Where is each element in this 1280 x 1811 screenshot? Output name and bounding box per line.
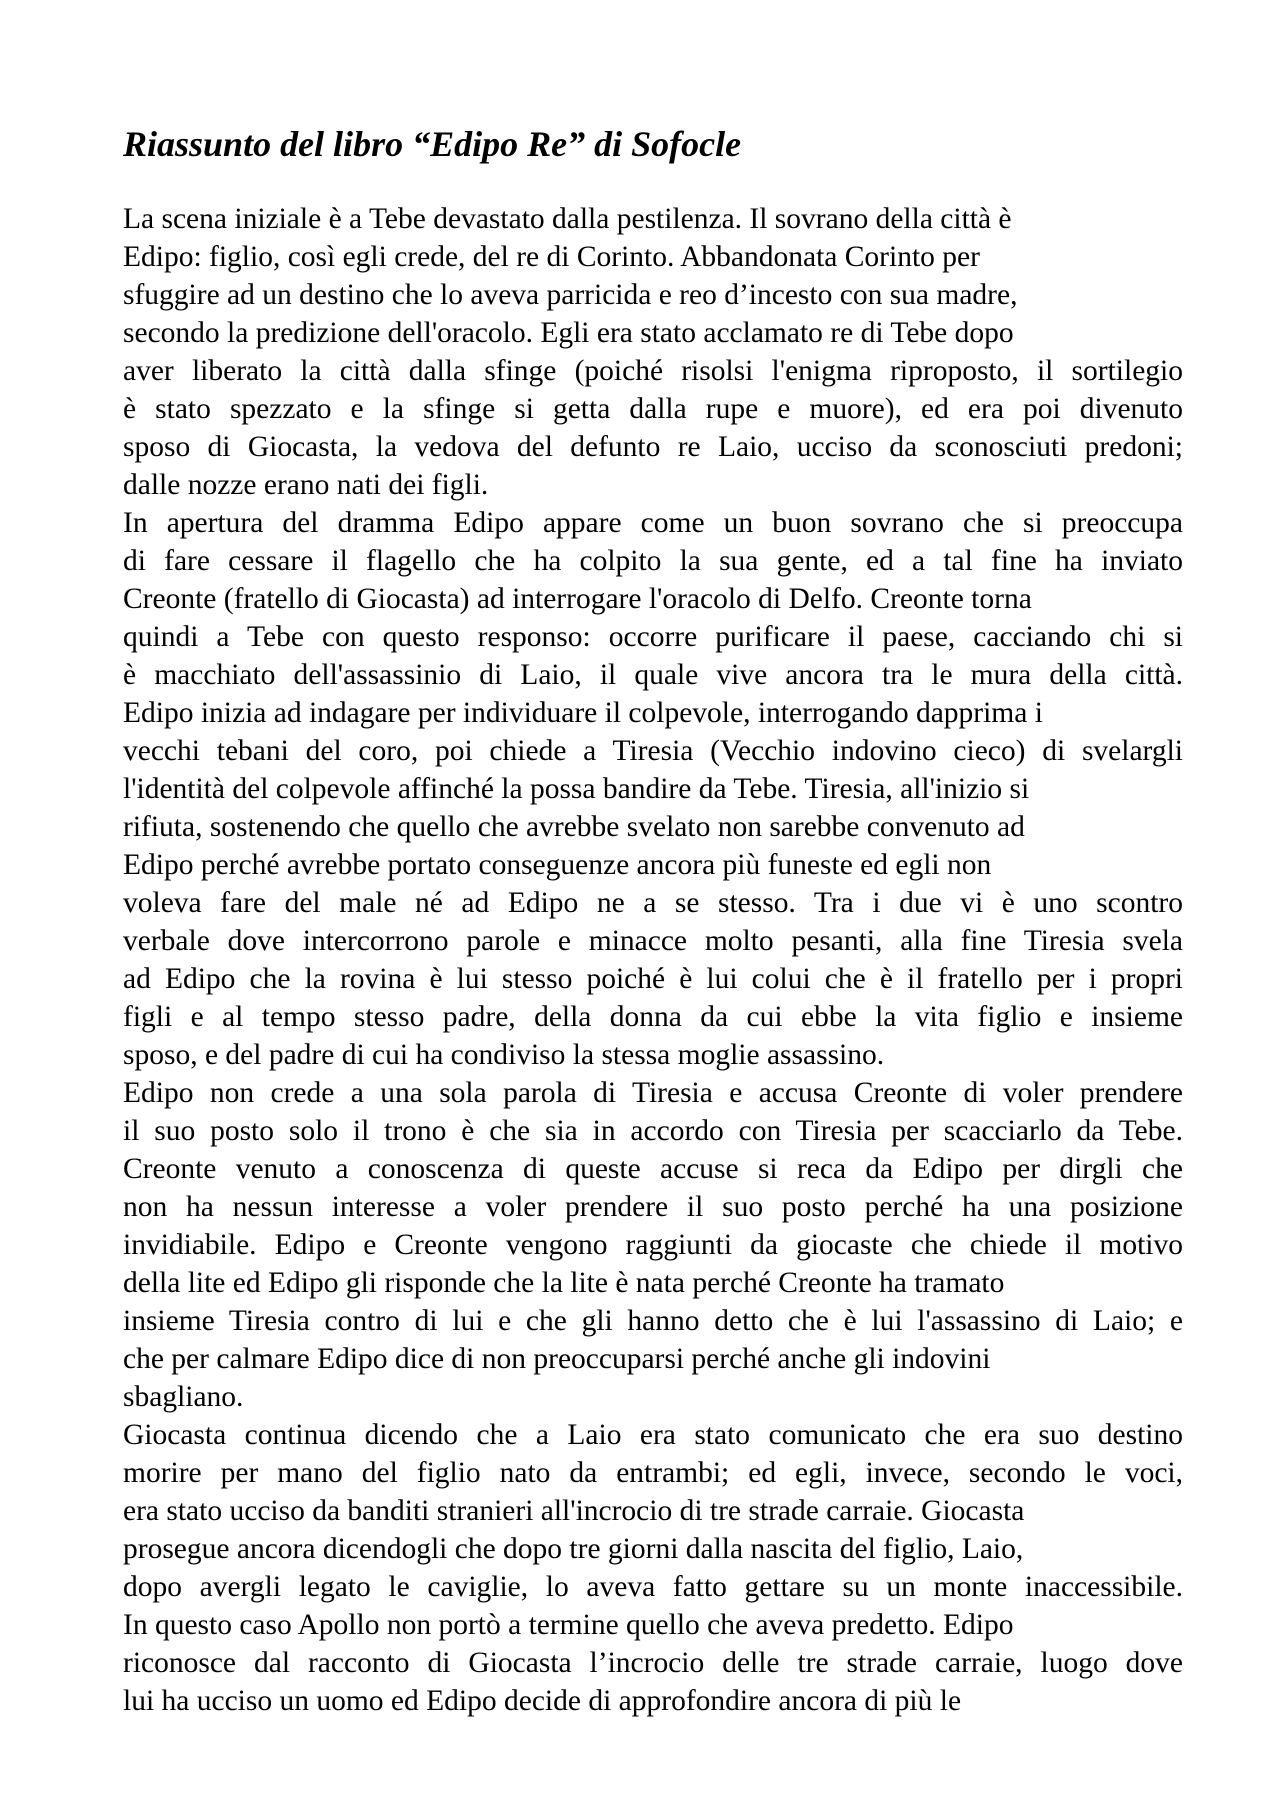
- body-line: Edipo perché avrebbe portato conseguenze ancora più funeste ed egli non: [123, 849, 992, 881]
- body-line: In questo caso Apollo non portò a termine quello che aveva predetto. Edipo: [123, 1609, 1014, 1641]
- body-line: sposo di Giocasta, la vedova del defunto re Laio, ucciso da sconosciuti predoni;: [123, 431, 1183, 463]
- body-line: figli e al tempo stesso padre, della donna da cui ebbe la vita figlio e insieme: [123, 1001, 1183, 1033]
- body-line: rifiuta, sostenendo che quello che avrebbe svelato non sarebbe convenuto ad: [123, 811, 1025, 843]
- body-line: sbagliano.: [123, 1381, 244, 1413]
- body-line: Giocasta continua dicendo che a Laio era stato comunicato che era suo destino: [123, 1419, 1183, 1451]
- body-line: Edipo inizia ad indagare per individuare il colpevole, interrogando dapprima i: [123, 697, 1043, 729]
- document-body: [123, 200, 1183, 1720]
- body-line: insieme Tiresia contro di lui e che gli hanno detto che è lui l'assassino di Laio; e: [123, 1305, 1183, 1337]
- body-line: che per calmare Edipo dice di non preoccuparsi perché anche gli indovini: [123, 1343, 991, 1375]
- body-line: sposo, e del padre di cui ha condiviso la stessa moglie assassino.: [123, 1039, 885, 1071]
- body-line: sfuggire ad un destino che lo aveva parricida e reo d’incesto con sua madre,: [123, 279, 1018, 311]
- body-line: Creonte venuto a conoscenza di queste accuse si reca da Edipo per dirgli che: [123, 1153, 1183, 1185]
- body-line: di fare cessare il flagello che ha colpito la sua gente, ed a tal fine ha inviato: [123, 545, 1183, 577]
- body-line: era stato ucciso da banditi stranieri all'incrocio di tre strade carraie. Giocasta: [123, 1495, 1025, 1527]
- body-line: è stato spezzato e la sfinge si getta dalla rupe e muore), ed era poi divenuto: [123, 393, 1183, 425]
- body-line: La scena iniziale è a Tebe devastato dalla pestilenza. Il sovrano della città è: [123, 203, 1012, 235]
- body-line: non ha nessun interesse a voler prendere il suo posto perché ha una posizione: [123, 1191, 1183, 1223]
- body-line: verbale dove intercorrono parole e minacce molto pesanti, alla fine Tiresia svela: [123, 925, 1183, 957]
- body-line: In apertura del dramma Edipo appare come un buon sovrano che si preoccupa: [123, 507, 1183, 539]
- body-line: ad Edipo che la rovina è lui stesso poiché è lui colui che è il fratello per i propri: [123, 963, 1183, 995]
- body-line: lui ha ucciso un uomo ed Edipo decide di approfondire ancora di più le: [123, 1685, 962, 1717]
- body-line: l'identità del colpevole affinché la possa bandire da Tebe. Tiresia, all'inizio si: [123, 773, 1030, 805]
- body-line: secondo la predizione dell'oracolo. Egli era stato acclamato re di Tebe dopo: [123, 317, 1014, 349]
- body-line: Creonte (fratello di Giocasta) ad interrogare l'oracolo di Delfo. Creonte torna: [123, 583, 1032, 615]
- body-line: il suo posto solo il trono è che sia in accordo con Tiresia per scacciarlo da Tebe.: [123, 1115, 1183, 1147]
- body-line: invidiabile. Edipo e Creonte vengono raggiunti da giocaste che chiede il motivo: [123, 1229, 1183, 1261]
- body-line: dopo avergli legato le caviglie, lo aveva fatto gettare su un monte inaccessibile.: [123, 1571, 1183, 1603]
- document-title: Riassunto del libro “Edipo Re” di Sofocle: [123, 124, 742, 164]
- body-line: vecchi tebani del coro, poi chiede a Tiresia (Vecchio indovino cieco) di svelargli: [123, 735, 1183, 767]
- body-line: Edipo non crede a una sola parola di Tiresia e accusa Creonte di voler prendere: [123, 1077, 1183, 1109]
- body-line: aver liberato la città dalla sfinge (poiché risolsi l'enigma riproposto, il sortilegio: [123, 355, 1183, 387]
- body-line: Edipo: figlio, così egli crede, del re di Corinto. Abbandonata Corinto per: [123, 241, 980, 273]
- body-line: prosegue ancora dicendogli che dopo tre giorni dalla nascita del figlio, Laio,: [123, 1533, 1024, 1565]
- body-line: è macchiato dell'assassinio di Laio, il quale vive ancora tra le mura della città.: [123, 659, 1183, 691]
- body-line: della lite ed Edipo gli risponde che la lite è nata perché Creonte ha tramato: [123, 1267, 1005, 1299]
- body-line: quindi a Tebe con questo responso: occorre purificare il paese, cacciando chi si: [123, 621, 1183, 653]
- body-line: riconosce dal racconto di Giocasta l’incrocio delle tre strade carraie, luogo dove: [123, 1647, 1183, 1679]
- body-line: dalle nozze erano nati dei figli.: [123, 469, 489, 501]
- body-line: voleva fare del male né ad Edipo ne a se stesso. Tra i due vi è uno scontro: [123, 887, 1183, 919]
- body-line: morire per mano del figlio nato da entrambi; ed egli, invece, secondo le voci,: [123, 1457, 1183, 1489]
